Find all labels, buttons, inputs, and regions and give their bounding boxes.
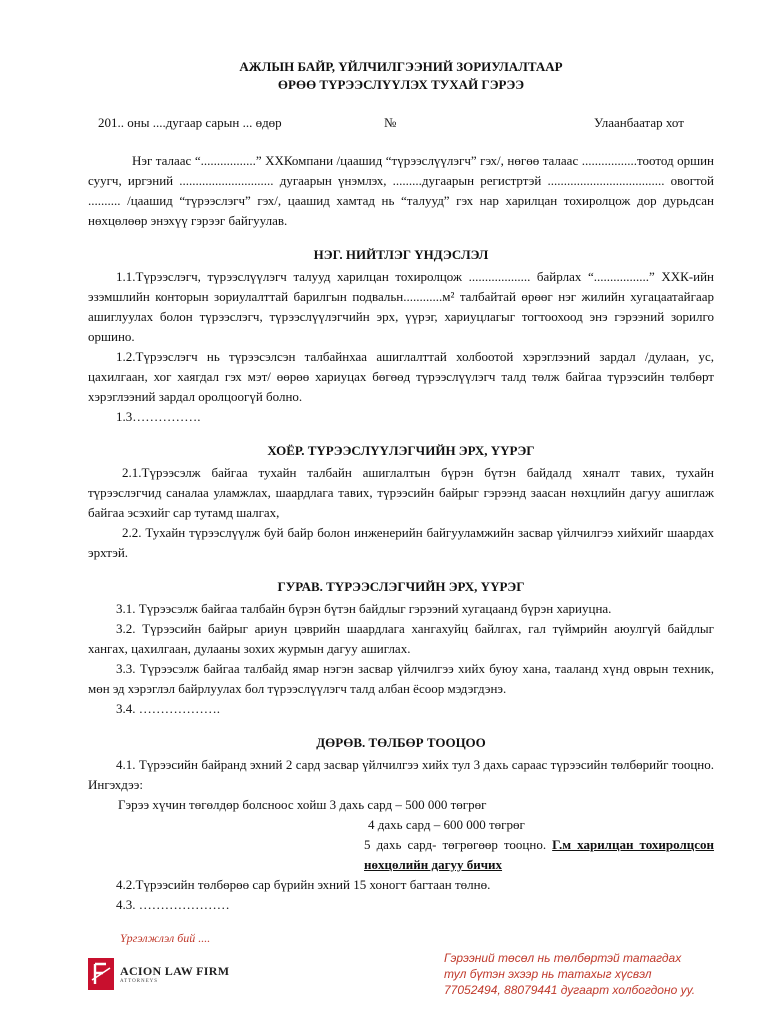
title-line-2: ӨРӨӨ ТҮРЭЭСЛҮҮЛЭХ ТУХАЙ ГЭРЭЭ xyxy=(277,77,525,92)
continuation-note: Үргэлжлэл бий .... xyxy=(120,931,211,945)
clause-2-2: 2.2. Тухайн түрээслүүлж буй байр болон инженерийн байгууламжийн засвар үйлчилгээ хийхийг шаардах эрхтэй. xyxy=(88,525,714,560)
download-note xyxy=(444,950,734,998)
payment-line-month-4: 4 дахь сард – 600 000 төгрөг xyxy=(368,817,525,832)
payment-line-month-3: Гэрээ хүчин төгөлдөр болсноос хойш 3 дахь сард – 500 000 төгрөг xyxy=(118,797,487,812)
payment-line-month-5 xyxy=(88,835,714,875)
law-firm-logo xyxy=(88,958,229,990)
download-note-line-2: тул бүтэн эхээр нь татахыг хүсвэл xyxy=(444,967,652,981)
contract-date: 201.. оны ....дугаар сарын ... өдөр xyxy=(98,115,282,130)
law-firm-name: ACION LAW FIRM xyxy=(120,964,230,978)
clause-1-3: 1.3……………. xyxy=(116,409,201,424)
clause-1-2: 1.2.Түрээслэгч нь түрээсэлсэн талбайнхаа ашиглалттай холбоотой хэрэглээний зардал /дулаан, ус, цахилгаан, хог хаягдал гэх мэт/ өөрөө хариуцах бөгөөд түрээслүүлэгч талд төлж байгаа түрээсийн төлбөрт хэрэглээний зардал оролцоогүй болно. xyxy=(88,349,714,404)
intro-paragraph: Нэг талаас “.................” ХХКомпани /цаашид “түрээслүүлэгч” гэх/, нөгөө талаас .................тоотод оршин суугч, иргэний ............................. дугаарын үнэмлэх, .........дугаарын регистртэй .................................... овогтой .......... /цаашид “түрээслэгч” гэх/, цаашид хамтад нь “талууд” гэх нар харилцан тохиролцож дор дурьдсан нөхцөлөөр энэхүү гэрээг байгуулав. xyxy=(88,153,714,228)
clause-1-1: 1.1.Түрээслэгч, түрээслүүлэгч талууд харилцан тохиролцож ................... байрлах “.................” ХХК-ийн эзэмшлийн конторын зориулалттай барилгын подвальн............м² талбайтай өрөөг нэг жилийн хугацаатайгаар ашиглуулах болон түрээслэгч, түрээслүүлэгчийн эрх, үүрэг, хариуцлагыг тогтоохоод энэ гэрээний зорилго оршино. xyxy=(88,269,714,344)
dateline xyxy=(88,115,714,133)
payment-instruction-note: Г.м харилцан тохиролцсон нөхцөлийн дагуу бичих xyxy=(364,837,715,872)
payment-line-month-5-text: 5 дахь сард- төгрөгөөр тооцно. xyxy=(364,837,547,852)
contract-city: Улаанбаатар хот xyxy=(594,115,684,130)
download-note-line-3: 77052494, 88079441 дугаарт холбогдоно уу. xyxy=(444,983,696,997)
law-firm-emblem-icon xyxy=(88,958,114,990)
law-firm-subtitle: ATTORNEYS xyxy=(120,979,159,984)
clause-3-3: 3.3. Түрээсэлж байгаа талбайд ямар нэгэн засвар үйлчилгээ хийх буюу хана, тааланд хүнд оврын техник, мөн эд хэрэглэл байрлуулах бол түрээслүүлэгч талд албан ёсоор мэдэгдэнэ. xyxy=(88,661,714,696)
section-4-heading: ДӨРӨВ. ТӨЛБӨР ТООЦОО xyxy=(316,735,486,750)
clause-4-2: 4.2.Түрээсийн төлбөрөө сар бүрийн эхний 15 хоногт багтаан төлнө. xyxy=(116,877,491,892)
clause-2-1: 2.1.Түрээсэлж байгаа тухайн талбайн ашиглалтын бүрэн бүтэн байдалд хяналт тавих, тухайн түрээслэгчид саналаа уламжлах, шаардлага тавих, түрээсийн байрыг гэрээнд заасан нөхцлийн дагуу ашиглаж байгаа эсэхийг сар тутамд шалгах, xyxy=(88,465,714,520)
section-2-heading: ХОЁР. ТҮРЭЭСЛҮҮЛЭГЧИЙН ЭРХ, ҮҮРЭГ xyxy=(267,443,535,458)
contract-number: № xyxy=(384,115,397,130)
document-title xyxy=(88,58,714,94)
clause-4-3: 4.3. ………………… xyxy=(116,897,230,912)
clause-3-2: 3.2. Түрээсийн байрыг ариун цэврийн шаардлага хангахуйц байлгах, гал түймрийн аюулгүй байдлыг хангах, цахилгаан, дулааны зохих журмын дагуу ашиглах. xyxy=(88,621,714,656)
section-1-heading: НЭГ. НИЙТЛЭГ ҮНДЭСЛЭЛ xyxy=(313,247,489,262)
section-3-heading: ГУРАВ. ТҮРЭЭСЛЭГЧИЙН ЭРХ, ҮҮРЭГ xyxy=(277,579,525,594)
clause-4-1: 4.1. Түрээсийн байранд эхний 2 сард засвар үйлчилгээ хийх тул 3 дахь сараас түрээсийн төлбөрийг тооцно. Ингэхдээ: xyxy=(88,757,714,792)
download-note-line-1: Гэрээний төсөл нь төлбөртэй татагдах xyxy=(444,951,682,965)
clause-3-4: 3.4. ………………. xyxy=(116,701,220,716)
clause-3-1: 3.1. Түрээсэлж байгаа талбайн бүрэн бүтэн байдлыг гэрээний хугацаанд бүрэн хариуцна. xyxy=(116,601,612,616)
contract-document xyxy=(88,58,714,946)
title-line-1: АЖЛЫН БАЙР, ҮЙЛЧИЛГЭЭНИЙ ЗОРИУЛАЛТААР xyxy=(239,59,563,74)
